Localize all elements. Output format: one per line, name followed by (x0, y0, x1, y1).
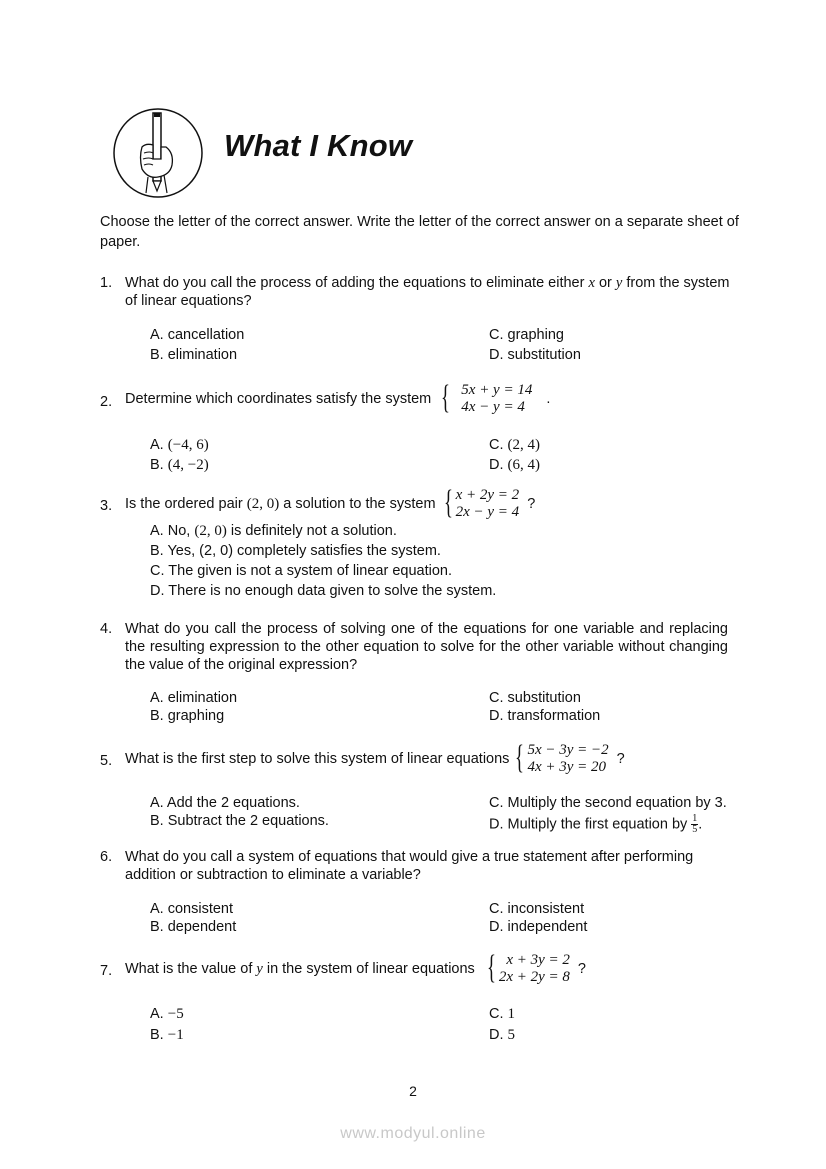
instructions: Choose the letter of the correct answer. Write the letter of the correct answer on a separate sheet of paper. (100, 214, 739, 250)
option-c: C. graphing (489, 327, 564, 343)
page-title: What I Know (224, 128, 413, 163)
option-a: A. cancellation (150, 327, 245, 343)
option-a: A. No, (2, 0) is definitely not a solution. (150, 523, 397, 539)
question-5: 5. What is the first step to solve this system of linear equations { 5x − 3y = −2 4x + 3y = 20 ? (100, 739, 625, 776)
option-d: D. transformation (489, 708, 601, 724)
watermark: www.modyul.online (340, 1125, 486, 1142)
option-a: A. elimination (150, 690, 238, 706)
option-a: A. consistent (150, 901, 234, 917)
question-2: 2. Determine which coordinates satisfy the system { 5x + y = 14 4x − y = 4 . (100, 379, 551, 416)
question-text: What do you call a system of equations that would give a true statement after performing addition or subtraction to eliminate a variable? (125, 849, 694, 883)
option-d: D. There is no enough data given to solve the system. (150, 583, 497, 599)
option-c: C. inconsistent (489, 901, 585, 917)
option-a: A. Add the 2 equations. (150, 795, 300, 811)
question-number: 5. (100, 753, 113, 769)
question-number: 3. (100, 498, 113, 514)
option-b: B. graphing (150, 708, 225, 724)
equation-system: { 5x + y = 14 4x − y = 4 (441, 379, 533, 416)
option-b: B. dependent (150, 919, 237, 935)
option-d: D. independent (489, 919, 588, 935)
question-text: What is the first step to solve this system of linear equations (125, 751, 510, 767)
option-b: B. Yes, (2, 0) completely satisfies the system. (150, 543, 441, 559)
question-text: What do you call the process of adding the equations to eliminate either x or y from the system of linear equations? (125, 275, 730, 309)
option-d: D. substitution (489, 347, 581, 363)
equation-system: { 5x − 3y = −2 4x + 3y = 20 (515, 739, 609, 776)
option-d: D. 5 (489, 1027, 516, 1043)
question-4 (100, 620, 728, 674)
option-c: C. The given is not a system of linear equation. (150, 563, 452, 579)
question-text: What is the value of y in the system of linear equations (125, 961, 475, 977)
page-number: 2 (409, 1083, 417, 1099)
question-6 (100, 848, 740, 884)
question-number: 7. (100, 963, 113, 979)
fraction: $\frac{1}{5}$ (692, 813, 698, 835)
option-a: A. −5 (150, 1006, 184, 1022)
option-d: D. (6, 4) (489, 457, 541, 473)
option-d: D. Multiply the first equation by $\frac{1}{5}$ . (489, 813, 703, 835)
hand-holding-pencil-icon (112, 107, 204, 199)
option-c: C. 1 (489, 1006, 516, 1022)
option-b: B. Subtract the 2 equations. (150, 813, 329, 829)
question-number: 2. (100, 394, 113, 410)
question-number: 6. (100, 849, 113, 865)
option-b: B. −1 (150, 1027, 184, 1043)
question-number: 4. (100, 621, 113, 637)
question-text: Is the ordered pair (2, 0) a solution to the system (125, 496, 436, 512)
question-number: 1. (100, 275, 113, 291)
equation-system: { x + 2y = 2 2x − y = 4 (443, 484, 520, 521)
question-text: What do you call the process of solving one of the equations for one variable and replacing the resulting expression to the other equation to solve for the other variable without changing the value of the original expression? (125, 621, 728, 673)
question-3: 3. Is the ordered pair (2, 0) a solution to the system { x + 2y = 2 2x − y = 4 ? (100, 484, 536, 521)
option-c: C. Multiply the second equation by 3. (489, 795, 727, 811)
question-1 (100, 274, 740, 310)
equation-system: { x + 3y = 2 2x + 2y = 8 (486, 949, 570, 986)
question-text: Determine which coordinates satisfy the system (125, 391, 432, 407)
option-c: C. (2, 4) (489, 437, 541, 453)
option-b: B. (4, −2) (150, 457, 209, 473)
option-b: B. elimination (150, 347, 238, 363)
option-c: C. substitution (489, 690, 581, 706)
question-7: 7. What is the value of y in the system of linear equations { x + 3y = 2 2x + 2y = 8 ? (100, 949, 586, 986)
option-a: A. (−4, 6) (150, 437, 209, 453)
